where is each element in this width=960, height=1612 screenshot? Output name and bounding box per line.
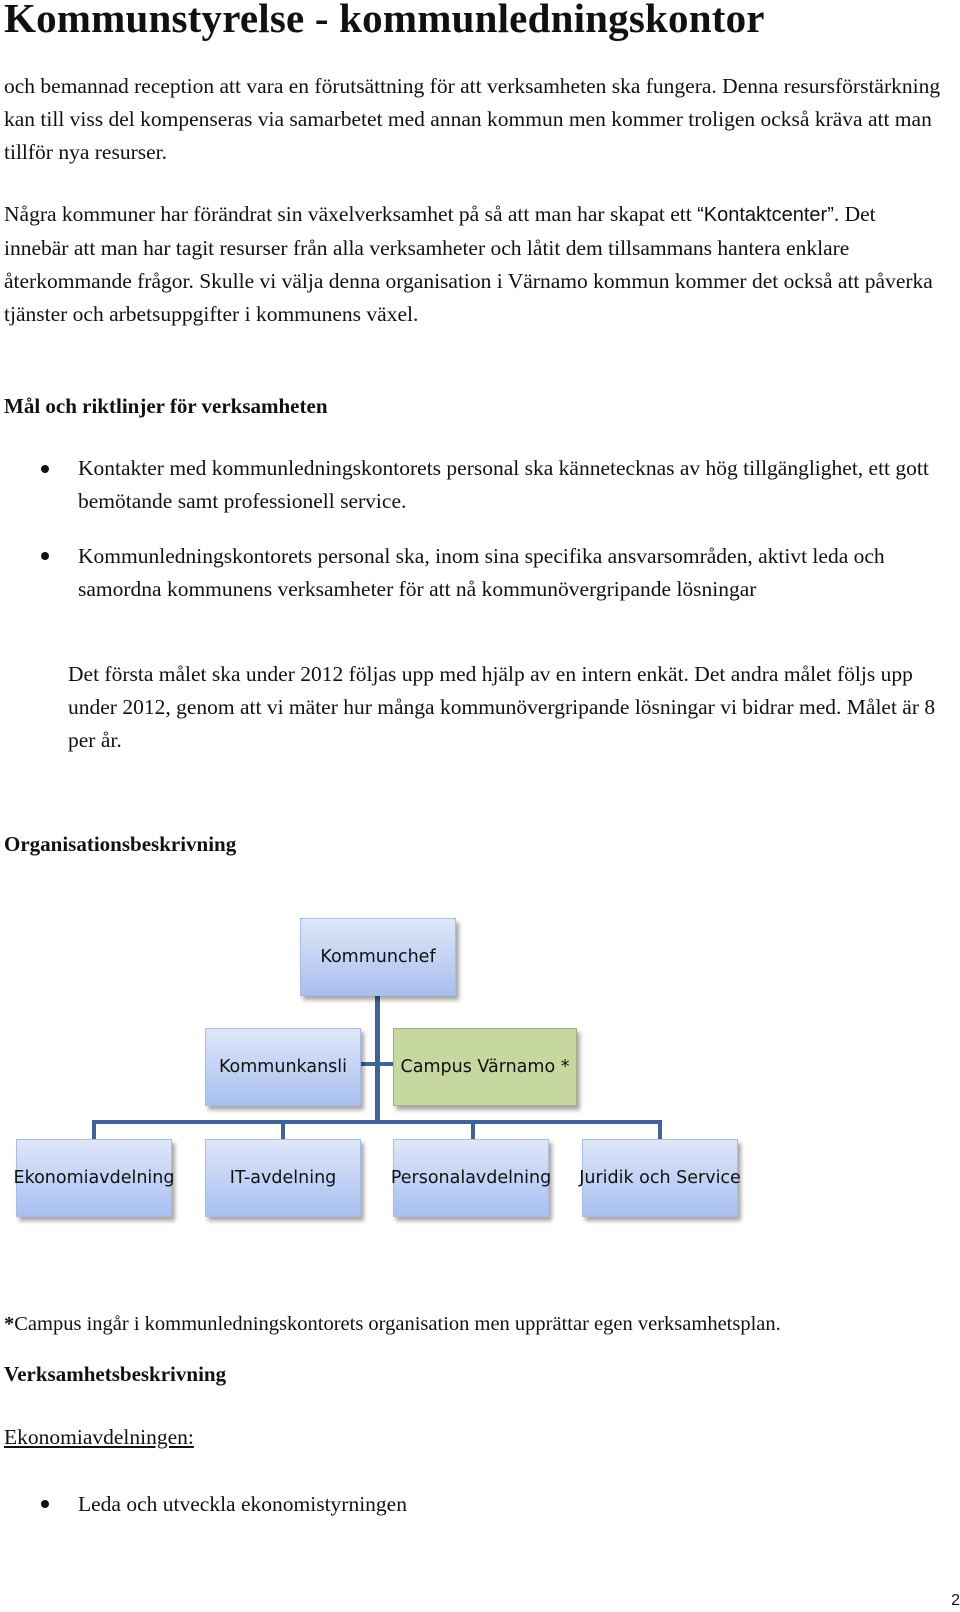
- connector-middle: [361, 1062, 393, 1066]
- org-box-juridik-och-service: Juridik och Service: [582, 1139, 738, 1217]
- org-footnote: [4, 1308, 944, 1341]
- footnote-star: *: [4, 1313, 15, 1335]
- org-box-kommunkansli: Kommunkansli: [205, 1028, 361, 1106]
- connector-bottom-bar: [92, 1120, 662, 1124]
- page-number: 2: [951, 1592, 960, 1609]
- org-box-ekonomiavdelning: Ekonomiavdelning: [16, 1139, 172, 1217]
- kontaktcenter-term: “Kontaktcenter”: [697, 204, 834, 226]
- intro-paragraph-2: [4, 198, 944, 331]
- org-chart: [0, 930, 960, 1260]
- connector-drop: [92, 1120, 96, 1139]
- business-bullet-1: Leda och utveckla ekonomistyrningen: [78, 1492, 407, 1516]
- bullet-icon: [41, 1500, 49, 1508]
- intro-paragraph-2-start: Några kommuner har förändrat sin växelverksamhet på så att man har skapat ett: [4, 202, 698, 226]
- bullet-icon: [41, 552, 49, 560]
- connector-drop: [281, 1120, 285, 1139]
- intro-paragraph-1: och bemannad reception att vara en förutsättning för att verksamheten ska fungera. Denna resursförstärkning kan till viss del kompenseras via samarbetet med annan kommun men kommer troligen också kräva att man tillför nya resurser.: [4, 74, 941, 164]
- ekonomi-subheading: Ekonomiavdelningen:: [4, 1425, 194, 1449]
- connector-trunk: [375, 994, 380, 1124]
- connector-drop: [658, 1120, 662, 1139]
- org-box-campus-varnamo: Campus Värnamo *: [393, 1028, 577, 1106]
- goal-bullet-2: Kommunledningskontorets personal ska, inom sina specifika ansvarsområden, aktivt leda och samordna kommunens verksamheter för att nå kommunövergripande lösningar: [78, 544, 885, 601]
- goals-followup: Det första målet ska under 2012 följas upp med hjälp av en intern enkät. Det andra målet följs upp under 2012, genom att vi mäter hur många kommunövergripande lösningar vi bidrar med. Målet är 8 per år.: [68, 662, 936, 752]
- goals-heading: Mål och riktlinjer för verksamheten: [4, 394, 328, 418]
- org-box-it-avdelning: IT-avdelning: [205, 1139, 361, 1217]
- page-title: Kommunstyrelse - kommunledningskontor: [4, 0, 765, 41]
- business-heading: Verksamhetsbeskrivning: [4, 1362, 227, 1386]
- org-heading: Organisationsbeskrivning: [4, 832, 237, 856]
- org-box-personalavdelning: Personalavdelning: [393, 1139, 549, 1217]
- bullet-icon: [41, 465, 49, 473]
- org-box-kommunchef: Kommunchef: [300, 918, 456, 996]
- goal-bullet-1: Kontakter med kommunledningskontorets personal ska kännetecknas av hög tillgänglighet, ett gott bemötande samt professionell service.: [78, 456, 929, 513]
- footnote-text: Campus ingår i kommunledningskontorets organisation men upprättar egen verksamhetsplan.: [14, 1313, 781, 1335]
- connector-drop: [471, 1120, 475, 1139]
- intro-paragraph-2-end: . Det innebär att man har tagit resurser från alla verksamheter och låtit dem tillsammans hantera enklare återkommande frågor. Skulle vi välja denna organisation i Värnamo kommun kommer det också att påverka tjänster och arbetsuppgifter i kommunens växel.: [4, 202, 933, 326]
